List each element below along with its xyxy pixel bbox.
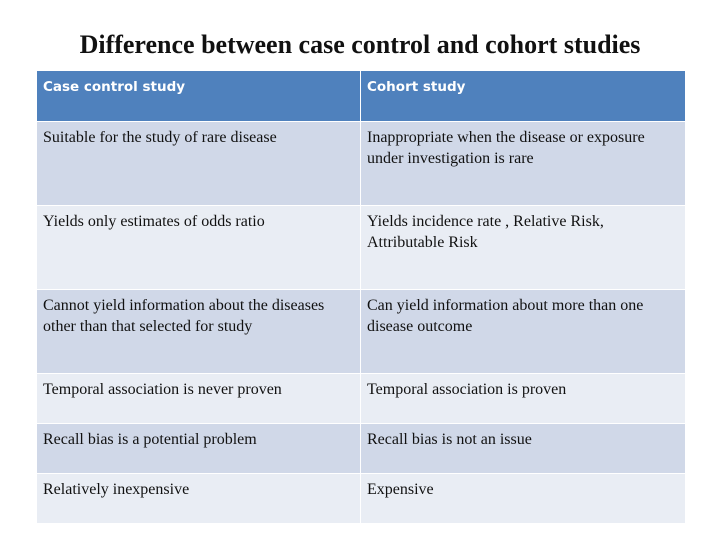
header-cohort: Cohort study xyxy=(361,71,686,122)
table-row xyxy=(37,424,686,474)
table-row xyxy=(37,122,686,206)
case-control-cell: Relatively inexpensive xyxy=(37,474,361,524)
cohort-cell: Temporal association is proven xyxy=(361,374,686,424)
table-row xyxy=(37,374,686,424)
cohort-cell: Expensive xyxy=(361,474,686,524)
case-control-cell: Temporal association is never proven xyxy=(37,374,361,424)
cohort-cell: Yields incidence rate , Relative Risk, Attributable Risk xyxy=(361,206,686,290)
case-control-cell: Suitable for the study of rare disease xyxy=(37,122,361,206)
header-case-control: Case control study xyxy=(37,71,361,122)
case-control-cell: Recall bias is a potential problem xyxy=(37,424,361,474)
table-header-row xyxy=(37,71,686,122)
slide-title: Difference between case control and cohort studies xyxy=(79,30,641,59)
table-row xyxy=(37,290,686,374)
comparison-table xyxy=(36,70,686,524)
case-control-cell: Cannot yield information about the diseases other than that selected for study xyxy=(37,290,361,374)
case-control-cell: Yields only estimates of odds ratio xyxy=(37,206,361,290)
cohort-cell: Can yield information about more than one disease outcome xyxy=(361,290,686,374)
cohort-cell: Inappropriate when the disease or exposure under investigation is rare xyxy=(361,122,686,206)
table-row xyxy=(37,474,686,524)
cohort-cell: Recall bias is not an issue xyxy=(361,424,686,474)
table-row xyxy=(37,206,686,290)
